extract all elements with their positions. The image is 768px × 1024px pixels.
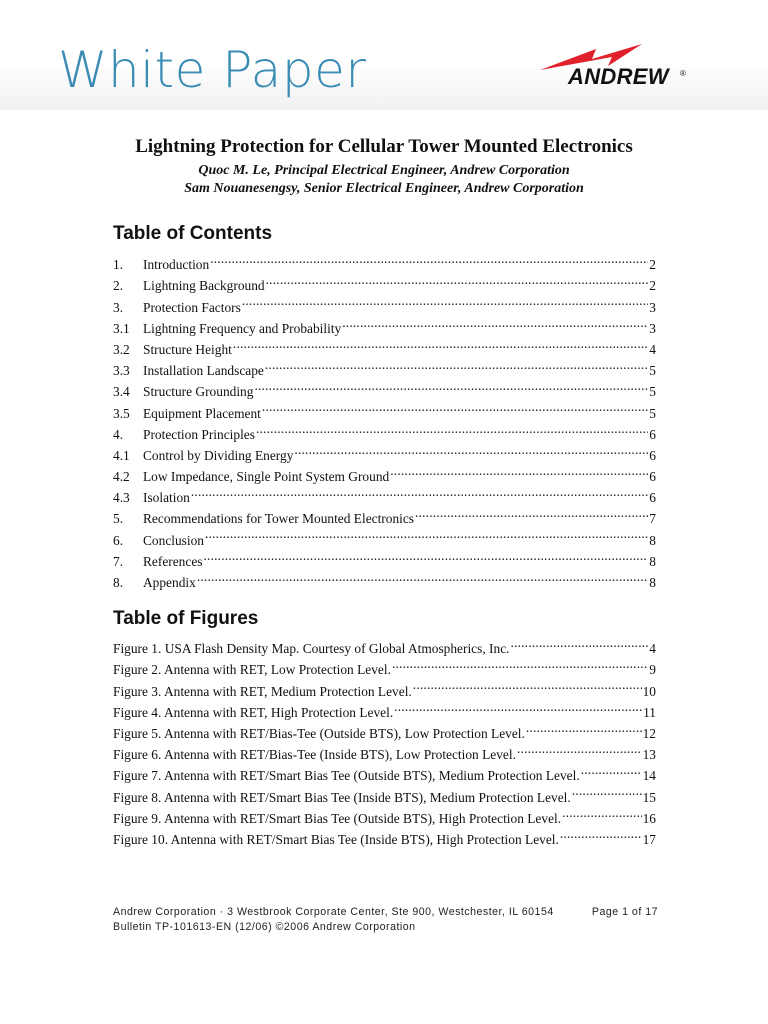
entry-label: Figure 3. Antenna with RET, Medium Protection Level. — [113, 683, 412, 699]
logo-wordmark: ANDREW — [568, 64, 669, 89]
toc-entry[interactable] — [113, 481, 656, 506]
entry-number: 8. — [113, 575, 124, 590]
entry-label: Conclusion — [143, 532, 205, 548]
entry-label: Recommendations for Tower Mounted Electronics — [143, 511, 415, 527]
entry-page: 8 — [649, 532, 656, 548]
dot-leader — [415, 502, 648, 523]
entry-page: 11 — [643, 704, 656, 720]
entry-page: 8 — [649, 575, 656, 590]
entry-page: 8 — [649, 553, 656, 569]
entry-page: 10 — [642, 683, 656, 699]
toc-entry[interactable] — [113, 502, 656, 527]
entry-page: 6 — [649, 490, 656, 506]
entry-number: 3.3 — [113, 363, 130, 379]
dot-leader — [210, 248, 648, 269]
entry-number: 4.1 — [113, 447, 130, 463]
footer-address: Andrew Corporation · 3 Westbrook Corporate Center, Ste 900, Westchester, IL 60154 — [113, 906, 554, 918]
dot-leader — [581, 759, 642, 780]
entry-label: Control by Dividing Energy — [143, 447, 294, 463]
dot-leader — [517, 738, 642, 759]
dot-leader — [342, 312, 648, 333]
dot-leader — [526, 717, 642, 738]
entry-label: Figure 10. Antenna with RET/Smart Bias Tee (Inside BTS), High Protection Level. — [113, 831, 559, 847]
footer-bulletin: Bulletin TP-101613-EN (12/06) ©2006 Andrew Corporation — [113, 921, 416, 933]
author-line: Quoc M. Le, Principal Electrical Engineer, Andrew Corporation — [198, 163, 570, 178]
entry-label: Isolation — [143, 490, 190, 506]
dot-leader — [510, 632, 648, 653]
registered-mark: ® — [680, 69, 686, 78]
entry-number: 2. — [113, 278, 124, 294]
dot-leader — [294, 439, 648, 460]
dot-leader — [203, 545, 648, 566]
entry-page: 4 — [649, 341, 656, 357]
dot-leader — [390, 460, 648, 481]
toc-entry[interactable] — [113, 248, 656, 273]
tof-heading: Table of Figures — [113, 608, 259, 629]
entry-label: Lightning Background — [143, 278, 265, 294]
entry-page: 6 — [649, 469, 656, 485]
entry-label: Figure 1. USA Flash Density Map. Courtesy of Global Atmospherics, Inc. — [113, 641, 510, 657]
entry-number: 4.3 — [113, 490, 130, 506]
dot-leader — [413, 674, 642, 695]
entry-label: Figure 2. Antenna with RET, Low Protection Level. — [113, 662, 391, 678]
entry-page: 3 — [649, 320, 656, 336]
entry-number: 4.2 — [113, 469, 130, 485]
entry-number: 5. — [113, 511, 124, 527]
footer-address-row — [113, 905, 658, 919]
entry-label: Installation Landscape — [143, 363, 264, 379]
entry-page: 17 — [642, 831, 656, 847]
entry-page: 15 — [642, 789, 656, 805]
entry-page: 6 — [649, 447, 656, 463]
dot-leader — [256, 418, 648, 439]
entry-number: 3.1 — [113, 320, 130, 336]
entry-page: 9 — [649, 662, 656, 678]
entry-label: Figure 8. Antenna with RET/Smart Bias Tee (Inside BTS), Medium Protection Level. — [113, 789, 571, 805]
document-title: Lightning Protection for Cellular Tower Mounted Electronics — [135, 136, 633, 157]
white-paper-heading: White Paper — [58, 41, 367, 99]
entry-page: 14 — [642, 768, 656, 784]
entry-label: Introduction — [143, 257, 210, 273]
figure-entry[interactable] — [113, 632, 656, 657]
entry-label: Figure 4. Antenna with RET, High Protection Level. — [113, 704, 394, 720]
page-number: Page 1 of 17 — [591, 906, 658, 918]
entry-number: 3.2 — [113, 341, 130, 357]
entry-page: 5 — [649, 384, 656, 400]
entry-label: Figure 5. Antenna with RET/Bias-Tee (Outside BTS), Low Protection Level. — [113, 725, 525, 741]
entry-page: 16 — [642, 810, 656, 826]
table-of-figures — [113, 632, 656, 847]
entry-label: Figure 6. Antenna with RET/Bias-Tee (Inside BTS), Low Protection Level. — [113, 747, 516, 763]
entry-page: 2 — [649, 278, 656, 294]
entry-number: 3. — [113, 299, 124, 315]
header-banner — [0, 0, 768, 110]
entry-label: Equipment Placement — [143, 405, 261, 421]
entry-page: 6 — [649, 426, 656, 442]
entry-label: Appendix — [143, 575, 196, 590]
entry-number: 3.5 — [113, 405, 130, 421]
dot-leader — [254, 375, 648, 396]
toc-heading: Table of Contents — [113, 223, 273, 244]
entry-page: 3 — [649, 299, 656, 315]
dot-leader — [572, 780, 642, 801]
dot-leader — [265, 354, 648, 375]
dot-leader — [197, 566, 648, 587]
dot-leader — [242, 290, 648, 311]
dot-leader — [233, 333, 648, 354]
andrew-logo — [538, 44, 694, 94]
dot-leader — [262, 396, 648, 417]
entry-page: 2 — [649, 257, 656, 273]
dot-leader — [205, 523, 648, 544]
entry-label: Lightning Frequency and Probability — [143, 320, 342, 336]
entry-label: Structure Height — [143, 341, 232, 357]
dot-leader — [560, 823, 642, 844]
entry-number: 4. — [113, 426, 124, 442]
entry-page: 7 — [649, 511, 656, 527]
dot-leader — [392, 653, 648, 674]
dot-leader — [394, 696, 642, 717]
entry-page: 5 — [649, 405, 656, 421]
entry-page: 4 — [649, 641, 656, 657]
entry-label: Figure 9. Antenna with RET/Smart Bias Tee (Outside BTS), High Protection Level. — [113, 810, 562, 826]
entry-number: 1. — [113, 257, 124, 273]
entry-page: 5 — [649, 363, 656, 379]
author-line: Sam Nouanesengsy, Senior Electrical Engineer, Andrew Corporation — [184, 181, 584, 196]
entry-page: 13 — [642, 747, 656, 763]
entry-label: References — [143, 553, 203, 569]
entry-label: Protection Factors — [143, 299, 241, 315]
entry-label: Protection Principles — [143, 426, 255, 442]
dot-leader — [266, 269, 649, 290]
entry-number: 6. — [113, 532, 124, 548]
entry-number: 3.4 — [113, 384, 130, 400]
entry-label: Figure 7. Antenna with RET/Smart Bias Tee (Outside BTS), Medium Protection Level. — [113, 768, 580, 784]
entry-number: 7. — [113, 553, 124, 569]
entry-label: Structure Grounding — [143, 384, 254, 400]
entry-page: 12 — [642, 725, 656, 741]
dot-leader — [191, 481, 648, 502]
dot-leader — [562, 802, 642, 823]
table-of-contents — [113, 248, 656, 590]
entry-label: Low Impedance, Single Point System Ground — [143, 469, 390, 485]
